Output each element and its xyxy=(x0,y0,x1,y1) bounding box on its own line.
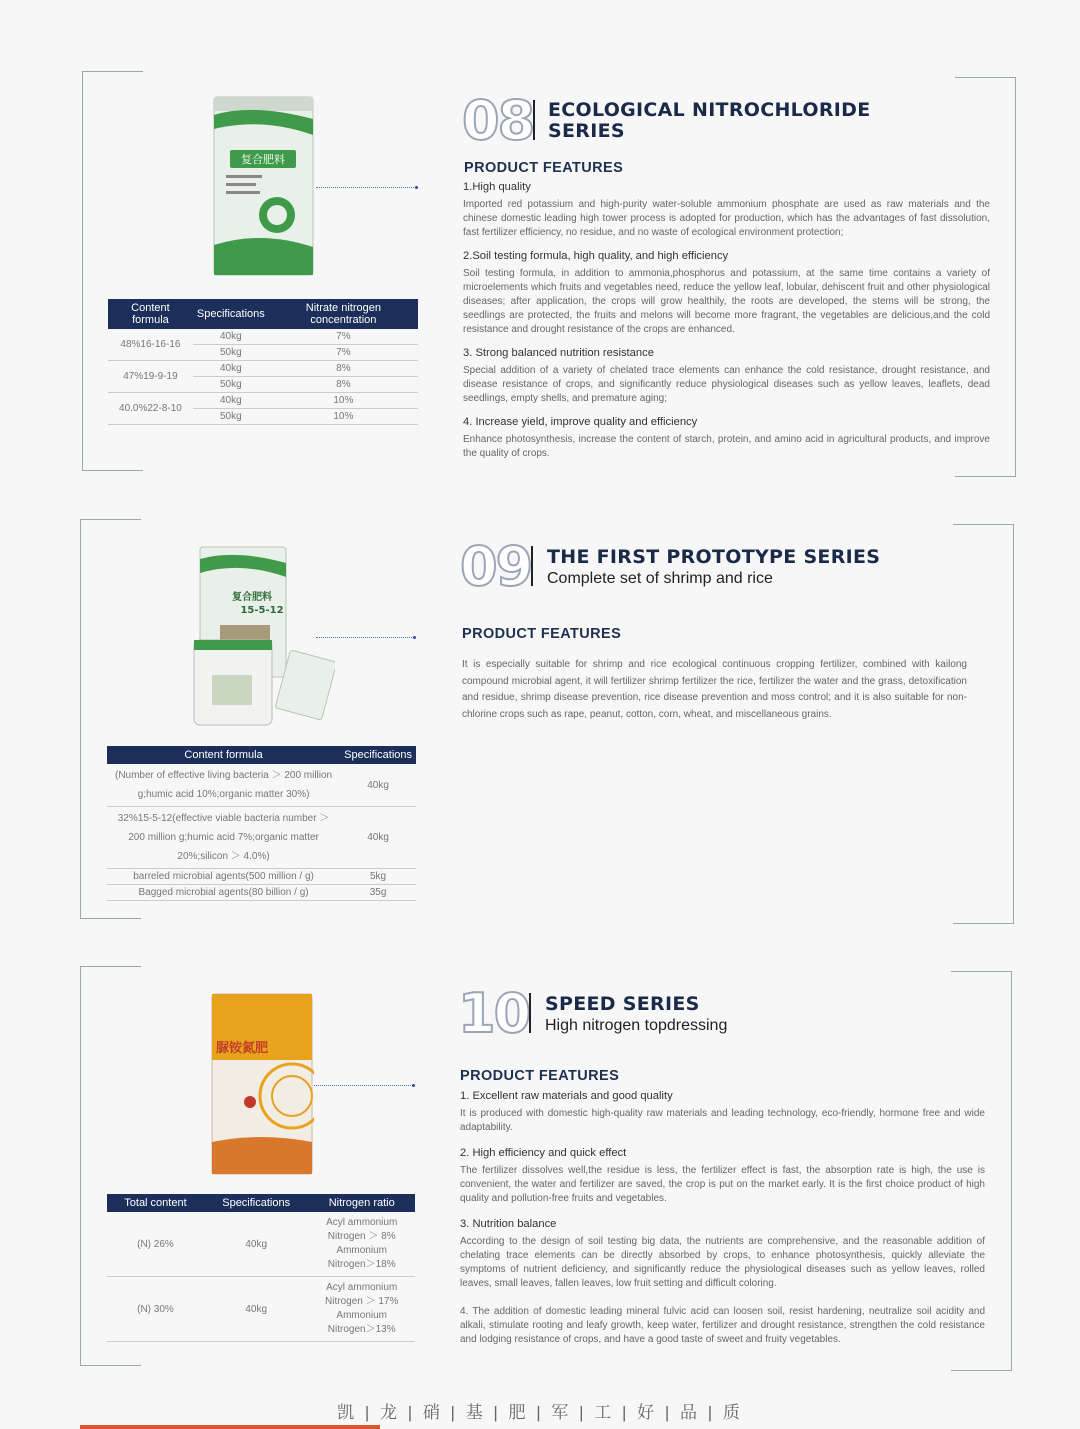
table-row xyxy=(108,329,418,345)
feature-text: Special addition of a variety of chelated trace elements can enhance the cold resistance, drought resistance, and disease resistance of crops, and significantly reduce physiological diseases such as yellow leaves, leaflets, dead seedlings, empty shells, and premature aging; xyxy=(463,365,990,404)
table-cell: 8% xyxy=(269,377,418,393)
feature-title: 1. Excellent raw materials and good quality xyxy=(460,1090,673,1102)
table-cell: (N) 30% xyxy=(107,1277,204,1342)
package-label: 复合肥料 xyxy=(241,153,285,166)
table-cell xyxy=(308,1212,415,1277)
spec-table xyxy=(108,299,418,425)
footer-slogan: 凯 | 龙 | 硝 | 基 | 肥 | 军 | 工 | 好 | 品 | 质 xyxy=(337,1403,743,1422)
section-title-line: SERIES xyxy=(548,120,625,142)
feature-title: 2.Soil testing formula, high quality, and high efficiency xyxy=(463,250,729,262)
table-cell: Bagged microbial agents(80 billion / g) xyxy=(107,885,340,901)
table-cell: 50kg xyxy=(193,345,269,361)
frame-corner xyxy=(953,723,1014,924)
table-row xyxy=(107,764,416,807)
section-number: 08 xyxy=(462,89,534,152)
table-header-row xyxy=(107,746,416,764)
table-cell xyxy=(308,1277,415,1342)
section-title-line: ECOLOGICAL NITROCHLORIDE xyxy=(548,99,871,121)
package-label: 脲铵氮肥 xyxy=(215,1041,269,1056)
table-header: Specifications xyxy=(193,299,269,329)
feature-title: 3. Nutrition balance xyxy=(460,1218,557,1230)
table-cell: 40kg xyxy=(193,393,269,409)
table-cell: 32%15-5-12(effective viable bacteria number ＞ 200 million g;humic acid 7%;organic matter 20%;silicon ＞ 4.0%) xyxy=(107,807,340,869)
section-number: 10 xyxy=(458,982,530,1045)
product-package-image xyxy=(190,545,335,730)
package-label: 复合肥料 xyxy=(232,592,272,603)
feature-title: 4. Increase yield, improve quality and efficiency xyxy=(463,416,698,428)
section-number: 09 xyxy=(460,535,532,598)
table-cell: 8% xyxy=(269,361,418,377)
table-cell: 40.0%22-8-10 xyxy=(108,393,193,425)
feature-title: 1.High quality xyxy=(463,181,531,193)
table-cell: 10% xyxy=(269,393,418,409)
table-cell: 40kg xyxy=(193,329,269,345)
table-header: Specifications xyxy=(204,1194,309,1212)
ratio-line: Nitrogen＞18% xyxy=(327,1259,396,1270)
leader-dot xyxy=(415,186,418,189)
features-heading: PRODUCT FEATURES xyxy=(464,160,624,176)
leader-line xyxy=(316,187,416,188)
section-subtitle: Complete set of shrimp and rice xyxy=(547,570,773,587)
table-cell: 40kg xyxy=(204,1277,309,1342)
features-list xyxy=(463,181,990,461)
table-row xyxy=(107,1212,415,1277)
feature-title: 2. High efficiency and quick effect xyxy=(460,1147,627,1159)
table-header: Total content xyxy=(107,1194,204,1212)
table-cell: 47%19-9-19 xyxy=(108,361,193,393)
features-heading: PRODUCT FEATURES xyxy=(462,626,622,642)
table-cell: (N) 26% xyxy=(107,1212,204,1277)
package-npk: 15-5-12 xyxy=(240,605,284,616)
ratio-line: Ammonium xyxy=(336,1310,387,1321)
footer-accent-bar xyxy=(80,1425,380,1429)
spec-table xyxy=(107,746,416,901)
features-heading: PRODUCT FEATURES xyxy=(460,1068,620,1084)
title-divider xyxy=(533,100,535,140)
table-row xyxy=(108,393,418,409)
leader-dot xyxy=(412,1084,415,1087)
table-cell: 7% xyxy=(269,329,418,345)
table-cell: 50kg xyxy=(193,377,269,393)
spec-table xyxy=(107,1194,415,1342)
table-header: Content formula xyxy=(108,299,193,329)
table-cell: barreled microbial agents(500 million / g) xyxy=(107,869,340,885)
table-row xyxy=(107,807,416,869)
section-title: THE FIRST PROTOTYPE SERIES xyxy=(547,546,881,568)
table-cell: 5kg xyxy=(340,869,416,885)
feature-text: Enhance photosynthesis, increase the content of starch, protein, and amino acid in agricultural products, and improve the quality of crops. xyxy=(463,434,990,459)
table-header-row xyxy=(108,299,418,329)
table-cell: 50kg xyxy=(193,409,269,425)
table-header-row xyxy=(107,1194,415,1212)
feature-text: It is produced with domestic high-quality raw materials and leading technology, eco-friendly, hormone free and wide adaptability. xyxy=(460,1108,985,1133)
table-row xyxy=(108,361,418,377)
section-title xyxy=(548,100,870,142)
feature-text: Imported red potassium and high-purity water-soluble ammonium phosphate are used as raw materials and the chinese domestic leading high tower process is adopted for production, which has the advantages of fast dissolution, fast fertilizer efficiency, no residue, and no waste of ecological environment protection; xyxy=(463,199,990,238)
ratio-line: Acyl ammonium xyxy=(326,1217,398,1228)
product-package-image xyxy=(210,992,314,1176)
table-header: Nitrogen ratio xyxy=(308,1194,415,1212)
ratio-line: Nitrogen ＞ 8% xyxy=(327,1231,396,1242)
table-header: Specifications xyxy=(340,746,416,764)
feature-text: 4. The addition of domestic leading mineral fulvic acid can loosen soil, resist hardening, neutralize soil acidity and alkali, stimulate rooting and leafy growth, keep water, fertilizer and drought resistance, strengthen the cold resistance and lodging resistance of crops, and have a good taste of sweet and fruity vegetables. xyxy=(460,1306,985,1345)
leader-dot xyxy=(413,636,416,639)
frame-corner xyxy=(82,71,143,272)
table-row xyxy=(107,1277,415,1342)
table-cell: (Number of effective living bacteria ＞ 200 million g;humic acid 10%;organic matter 30%) xyxy=(107,764,340,807)
section-title: SPEED SERIES xyxy=(545,993,700,1015)
table-cell: 10% xyxy=(269,409,418,425)
feature-title: 3. Strong balanced nutrition resistance xyxy=(463,347,654,359)
table-row xyxy=(107,885,416,901)
table-cell: 40kg xyxy=(340,764,416,807)
ratio-line: Nitrogen＞13% xyxy=(327,1324,396,1335)
feature-text: It is especially suitable for shrimp and rice ecological continuous cropping fertilizer, combined with kailong compound microbial agent, it will fertilizer shrimp fertilizer the rice, fertilizer the water and the grass, detoxification and residue, shrimp disease prevention, rice disease prevention and moss control; and it is also suitable for non-chlorine crops such as rape, peanut, cotton, corn, wheat, and miscellaneous grains. xyxy=(462,659,967,720)
table-cell: 40kg xyxy=(340,807,416,869)
ratio-line: Nitrogen ＞ 17% xyxy=(325,1296,399,1307)
ratio-line: Acyl ammonium xyxy=(326,1282,398,1293)
table-cell: 40kg xyxy=(193,361,269,377)
ratio-line: Ammonium xyxy=(336,1245,387,1256)
product-package-image xyxy=(212,95,315,277)
title-divider xyxy=(531,546,533,586)
table-cell: 7% xyxy=(269,345,418,361)
table-cell: 35g xyxy=(340,885,416,901)
table-cell: 40kg xyxy=(204,1212,309,1277)
frame-corner xyxy=(80,966,141,1167)
section-subtitle: High nitrogen topdressing xyxy=(545,1017,728,1034)
frame-corner xyxy=(80,519,141,720)
features-list xyxy=(460,1090,985,1347)
table-header: Content formula xyxy=(107,746,340,764)
table-row xyxy=(107,869,416,885)
table-cell: 48%16-16-16 xyxy=(108,329,193,361)
table-header: Nitrate nitrogen concentration xyxy=(269,299,418,329)
leader-line xyxy=(314,1085,413,1086)
feature-text: Soil testing formula, in addition to ammonia,phosphorus and potassium, at the same time contains a variety of microelements which fruits and vegetables need, reduce the yellow leaf, lobular, dehiscent fruit and other physiological diseases; after application, the crops will grow healthily, the roots are developed, the stems will be strong, the seedlings are protected, the fruits and melons will become more fragrant, the vegetables are delicious,and the cold resistance and drought resistance of the crops are enhanced. xyxy=(463,268,990,335)
title-divider xyxy=(529,993,531,1033)
feature-text: The fertilizer dissolves well,the residue is less, the fertilizer effect is fast, the absorption rate is high, the use is convenient, the water and fertilizer are saved, the crop is put on the market early. It is the first choice product of high quality and pollution-free fruits and vegetables. xyxy=(460,1165,985,1204)
feature-text: According to the design of soil testing big data, the nutrients are comprehensive, and the reasonable addition of chelating trace elements can be directly absorbed by crops, to enhance photosynthesis, quickly alleviate the symptoms of nutrient deficiency, and significantly reduce the physiological diseases such as yellow leaves, rolled leaves, small leaves, fallen leaves, low fruit setting and difficult coloring. xyxy=(460,1236,985,1289)
leader-line xyxy=(316,637,414,638)
